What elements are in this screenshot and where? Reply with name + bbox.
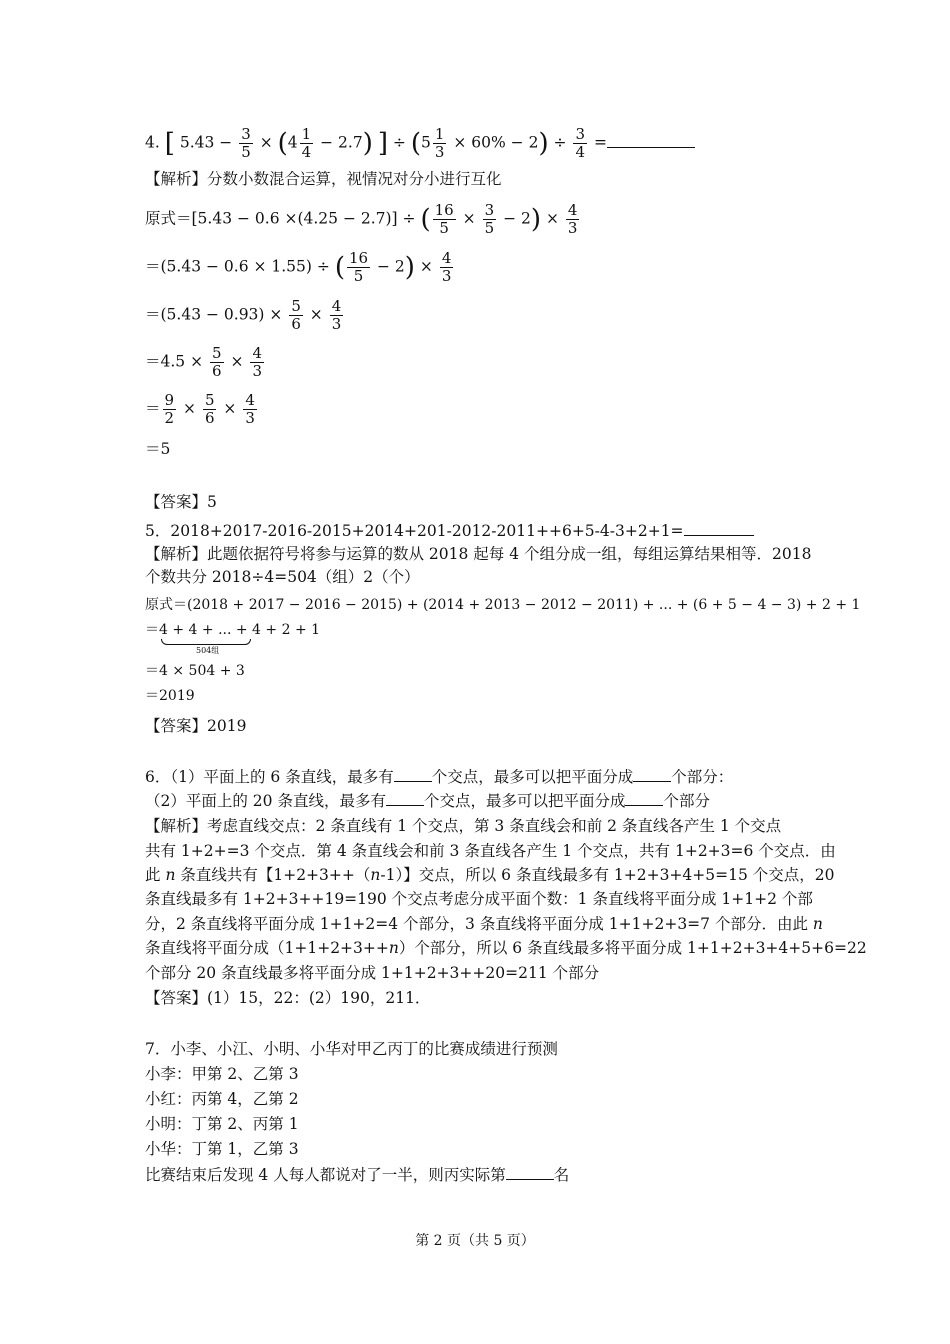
q5-calc1: 原式＝(2018 + 2017 − 2016 − 2015) + (2014 + 2013 − 2012 − 2011) + ... + (6 + 5 − 4 − 3) + 2 + 1 [145, 597, 861, 613]
fraction: $\frac{4}{3}$ [245, 391, 255, 427]
fraction: $\frac{5}{6}$ [204, 391, 215, 427]
fraction: $\frac{3}{5}$ [241, 125, 251, 161]
fraction: $\frac{16}{5}$ [434, 201, 454, 237]
fraction: $\frac{4}{3}$ [331, 297, 342, 333]
q7-line1: 7．小李、小江、小明、小华对甲乙丙丁的比赛成绩进行预测 [145, 1040, 558, 1058]
fraction: $\frac{4}{3}$ [252, 344, 262, 380]
q5-analysis-line1: 【解析】此题依据符号将参与运算的数从 2018 起每 4 个组分成一组，每组运算结果相等．2018 [145, 545, 812, 563]
q7-line6: 比赛结束后发现 4 人每人都说对了一半，则丙实际第 名 [145, 1163, 569, 1186]
fraction: $\frac{5}{6}$ [291, 297, 301, 333]
fraction: $\frac{4}{3}$ [441, 249, 452, 285]
fraction: $\frac{16}{5}$ [348, 249, 369, 285]
q6-answer: 【答案】(1）15，22：(2）190，211． [145, 989, 431, 1007]
fraction: $\frac{3}{4}$ [575, 125, 586, 161]
q5-question: 5．2018+2017-2016-2015+2014+201-2012-2011++6+5-4-3+2+1= [145, 519, 754, 542]
q6-analysis-7: 个部分 20 条直线最多将平面分成 1+1+2+3++20=211 个部分 [145, 964, 600, 982]
q4-step1: 原式＝[5.43 − 0.6 ×(4.25 − 2.7)] ÷ ( $\frac{16}{5}$ × $\frac{3}{5}$ − 2) × $\frac{4}{3}$ [145, 201, 578, 237]
q4-step2: ＝(5.43 − 0.6 × 1.55) ÷ ( $\frac{16}{5}$ − 2) × $\frac{4}{3}$ [145, 249, 452, 285]
fraction: $\frac{1}{4}$ [301, 125, 312, 161]
q6-analysis-3: 此 n 条直线共有【1+2+3++（n-1）】交点，所以 6 条直线最多有 1+2+3+4+5=15 个交点，20 [145, 866, 835, 884]
answer-blank [506, 1163, 554, 1180]
q5-calc2: ＝4 + 4 + ... + 4 + 2 + 1 [145, 622, 321, 638]
fraction: $\frac{4}{3}$ [567, 201, 578, 237]
q6-analysis-1: 【解析】考虑直线交点：2 条直线有 1 个交点，第 3 条直线会和前 2 条直线各产生 1 个交点 [145, 817, 782, 835]
brace-group: 4 + 4 + ... + 4 [159, 622, 261, 638]
q6-part1: 6．（1）平面上的 6 条直线，最多有 个交点，最多可以把平面分成 个部分： [145, 765, 733, 788]
q4-question: 4. [ 5.43 − $\frac{3}{5}$ × (4 $\frac{1}{4}$ − 2.7) ] ÷ (5 $\frac{1}{3}$ × 60% − 2) ÷ $\frac{3}{4}$ = [145, 126, 695, 161]
q6-analysis-6: 条直线将平面分成（1+1+2+3++n）个部分，所以 6 条直线最多将平面分成 1+1+2+3+4+5+6=22 [145, 939, 867, 957]
q5-analysis-line2: 个数共分 2018÷4=504（组）2（个） [145, 568, 420, 586]
q5-calc3: ＝4 × 504 + 3 [145, 663, 245, 679]
q7-line4: 小明：丁第 2、丙第 1 [145, 1115, 299, 1133]
answer-blank [386, 789, 424, 806]
answer-blank [607, 131, 695, 148]
q7-line3: 小红：丙第 4，乙第 2 [145, 1090, 299, 1108]
q6-analysis-4: 条直线最多有 1+2+3++19=190 个交点考虑分成平面个数：1 条直线将平面分成 1+1+2 个部 [145, 890, 813, 908]
q4-step4: ＝4.5 × $\frac{5}{6}$ × $\frac{4}{3}$ [145, 344, 262, 380]
fraction: $\frac{5}{6}$ [212, 344, 222, 380]
answer-blank [684, 519, 754, 536]
q6-analysis-5: 分，2 条直线将平面分成 1+1+2=4 个部分，3 条直线将平面分成 1+1+2+3=7 个部分．由此 n [145, 915, 823, 933]
q4-number: 4. [145, 133, 160, 152]
fraction: $\frac{3}{5}$ [484, 201, 495, 237]
brace-label: 504组 [196, 646, 220, 655]
q7-line2: 小李：甲第 2、乙第 3 [145, 1065, 299, 1083]
q5-calc4: ＝2019 [145, 688, 195, 704]
q4-step6: ＝5 [145, 440, 171, 458]
answer-blank [633, 765, 671, 782]
q4-step3: ＝(5.43 − 0.93) × $\frac{5}{6}$ × $\frac{4}{3}$ [145, 297, 342, 333]
q7-line5: 小华：丁第 1，乙第 3 [145, 1140, 299, 1158]
fraction: $\frac{1}{3}$ [434, 125, 445, 161]
answer-blank [394, 765, 432, 782]
q4-analysis: 【解析】分数小数混合运算，视情况对分小进行互化 [145, 170, 502, 188]
q5-answer: 【答案】2019 [145, 717, 247, 735]
q4-step5: ＝ $\frac{9}{2}$ × $\frac{5}{6}$ × $\frac{4}{3}$ [145, 391, 255, 427]
q4-answer: 【答案】5 [145, 493, 217, 511]
page-footer: 第 2 页（共 5 页） [415, 1233, 535, 1249]
fraction: $\frac{9}{2}$ [164, 391, 175, 427]
answer-blank [625, 789, 663, 806]
q6-analysis-2: 共有 1+2+=3 个交点．第 4 条直线会和前 3 条直线各产生 1 个交点，共有 1+2+3=6 个交点．由 [145, 842, 836, 860]
q6-part2: （2）平面上的 20 条直线，最多有 个交点，最多可以把平面分成 个部分 [145, 789, 710, 812]
